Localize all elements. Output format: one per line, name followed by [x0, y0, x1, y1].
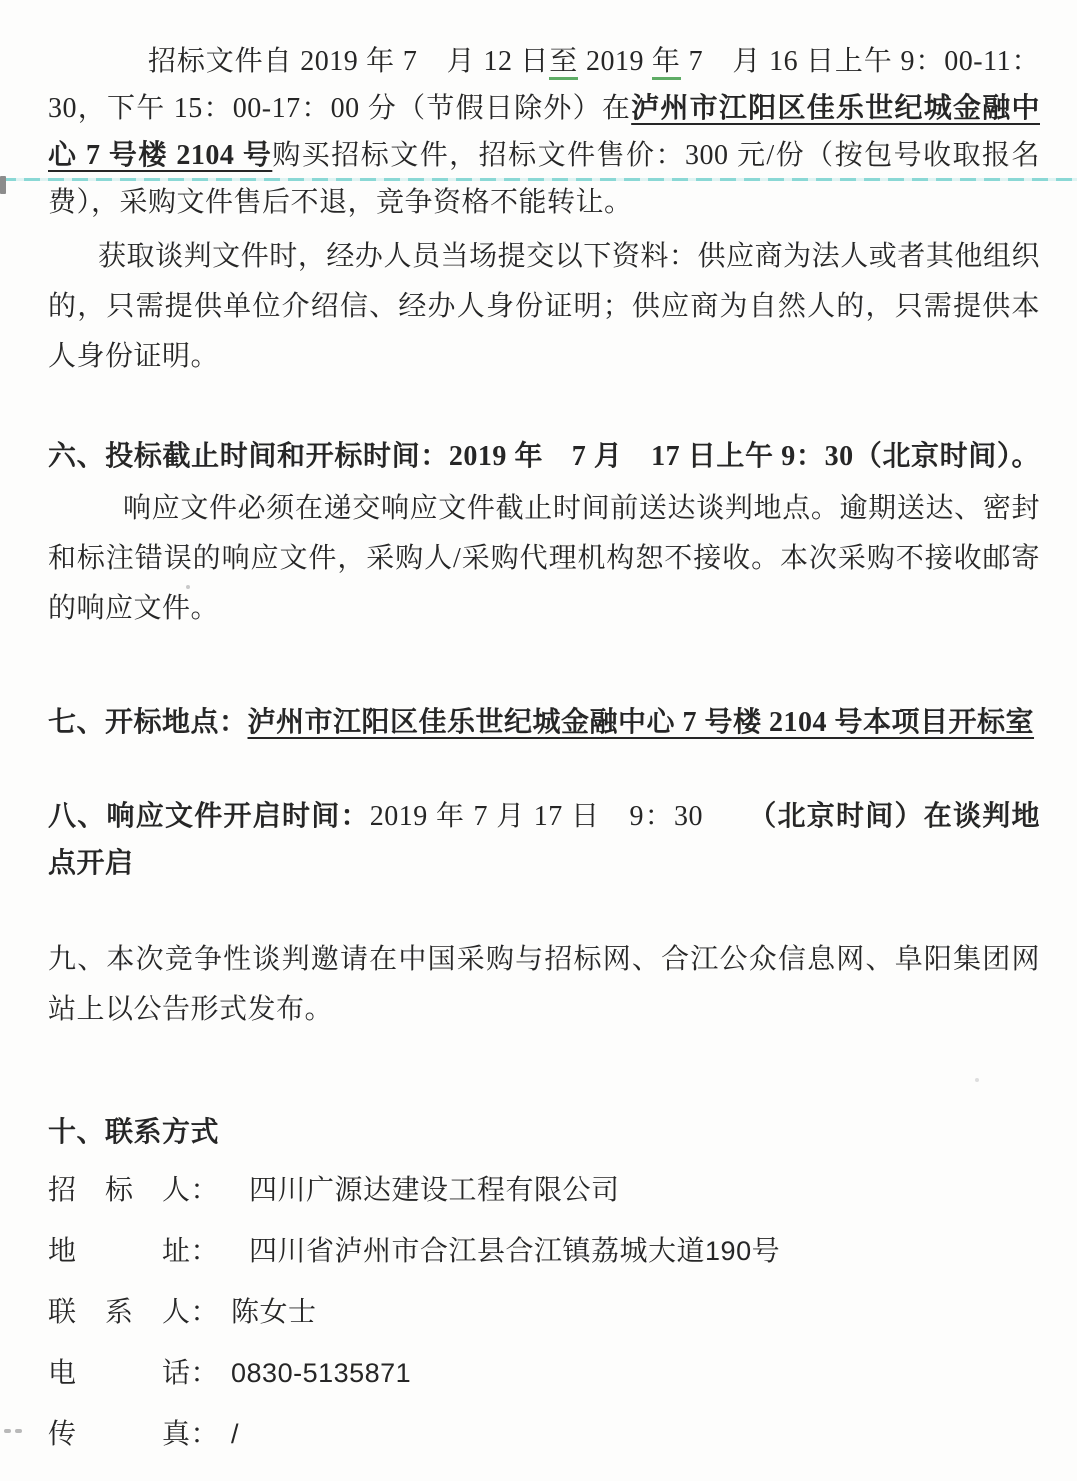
- section-8-suffix: （北京时间）在谈判地点开启: [48, 801, 1040, 879]
- purchase-location-underlined: 泸州市江阳区佳乐世纪城金融中心 7 号楼 2104 号: [48, 93, 1040, 171]
- bidder-label: 招 标 人：: [48, 1175, 220, 1206]
- section-7-label: 七、开标地点：: [48, 707, 248, 738]
- address-label: 地 址：: [48, 1236, 220, 1267]
- contact-info-block: [48, 1167, 1040, 1458]
- section-6-heading-text: 六、投标截止时间和开标时间：2019 年 7 月 17 日上午 9：30（北京时间）。: [48, 441, 1040, 472]
- phone-label: 电 话：: [48, 1358, 220, 1389]
- address-value-post: 号: [751, 1236, 781, 1267]
- contact-row-address: [48, 1228, 1040, 1275]
- grammar-check-mark-zhi: 至: [549, 46, 579, 77]
- para-purchase-info: [48, 38, 1040, 226]
- section-6-body-text: 响应文件必须在递交响应文件截止时间前送达谈判地点。逾期送达、密封和标注错误的响应文件，采购人/采购代理机构恕不接收。本次采购不接收邮寄的响应文件。: [48, 493, 1040, 624]
- contact-row-fax: [48, 1411, 1040, 1458]
- person-label: 联 系 人：: [48, 1297, 220, 1328]
- section-8-open-time: [48, 793, 1040, 887]
- section-7-opening-place: [48, 699, 1040, 746]
- purchase-text-run: 2019: [578, 46, 652, 77]
- purchase-text-run: 7 月 16 日上午 9：00-11：30，下午 15：00-17：00 分（节假日除外）在: [48, 46, 1040, 124]
- bidder-value: 四川广源达建设工程有限公司: [249, 1175, 620, 1206]
- section-10-heading-text: 十、联系方式: [48, 1117, 220, 1148]
- person-value: 陈女士: [231, 1297, 317, 1328]
- section-10-contact-heading: [48, 1109, 1040, 1156]
- fax-label: 传 真：: [48, 1419, 220, 1450]
- address-value: [249, 1236, 780, 1267]
- purchase-text-run: 招标文件自 2019 年 7 月 12 日: [148, 46, 550, 77]
- scan-artifact-left-edge-patch: [0, 176, 6, 194]
- section-6-heading-deadline: [48, 433, 1040, 480]
- contact-row-bidder: [48, 1167, 1040, 1214]
- scan-artifact-bottom-dots: [4, 1429, 30, 1436]
- address-street-number: 190: [705, 1236, 752, 1266]
- section-7-location-underlined: 泸州市江阳区佳乐世纪城金融中心 7 号楼 2104 号本项目开标室: [247, 707, 1035, 738]
- purchase-text-run: 购买招标文件，招标文件售价：300 元/份（按包号收取报名费），采购文件售后不退，竞争资格不能转让。: [48, 140, 1040, 218]
- section-9-announcement: [48, 935, 1040, 1035]
- document-body: [48, 0, 1040, 1472]
- contact-row-phone: [48, 1350, 1040, 1397]
- address-value-pre: 四川省泸州市合江县合江镇荔城大道: [249, 1236, 706, 1267]
- phone-number: 0830-5135871: [231, 1358, 412, 1388]
- contact-row-person: [48, 1289, 1040, 1336]
- section-8-label: 八、响应文件开启时间：: [48, 801, 370, 832]
- section-6-body: [48, 484, 1040, 634]
- para-obtain-documents: [48, 232, 1040, 382]
- section-9-text: 九、本次竞争性谈判邀请在中国采购与招标网、合江公众信息网、阜阳集团网站上以公告形式发布。: [48, 944, 1040, 1025]
- obtain-text: 获取谈判文件时，经办人员当场提交以下资料：供应商为法人或者其他组织的，只需提供单位介绍信、经办人身份证明；供应商为自然人的，只需提供本人身份证明。: [48, 241, 1040, 372]
- fax-value: /: [231, 1419, 240, 1449]
- grammar-check-mark-nian: 年: [651, 46, 681, 77]
- section-8-time: 2019 年 7 月 17 日 9：30: [369, 801, 763, 832]
